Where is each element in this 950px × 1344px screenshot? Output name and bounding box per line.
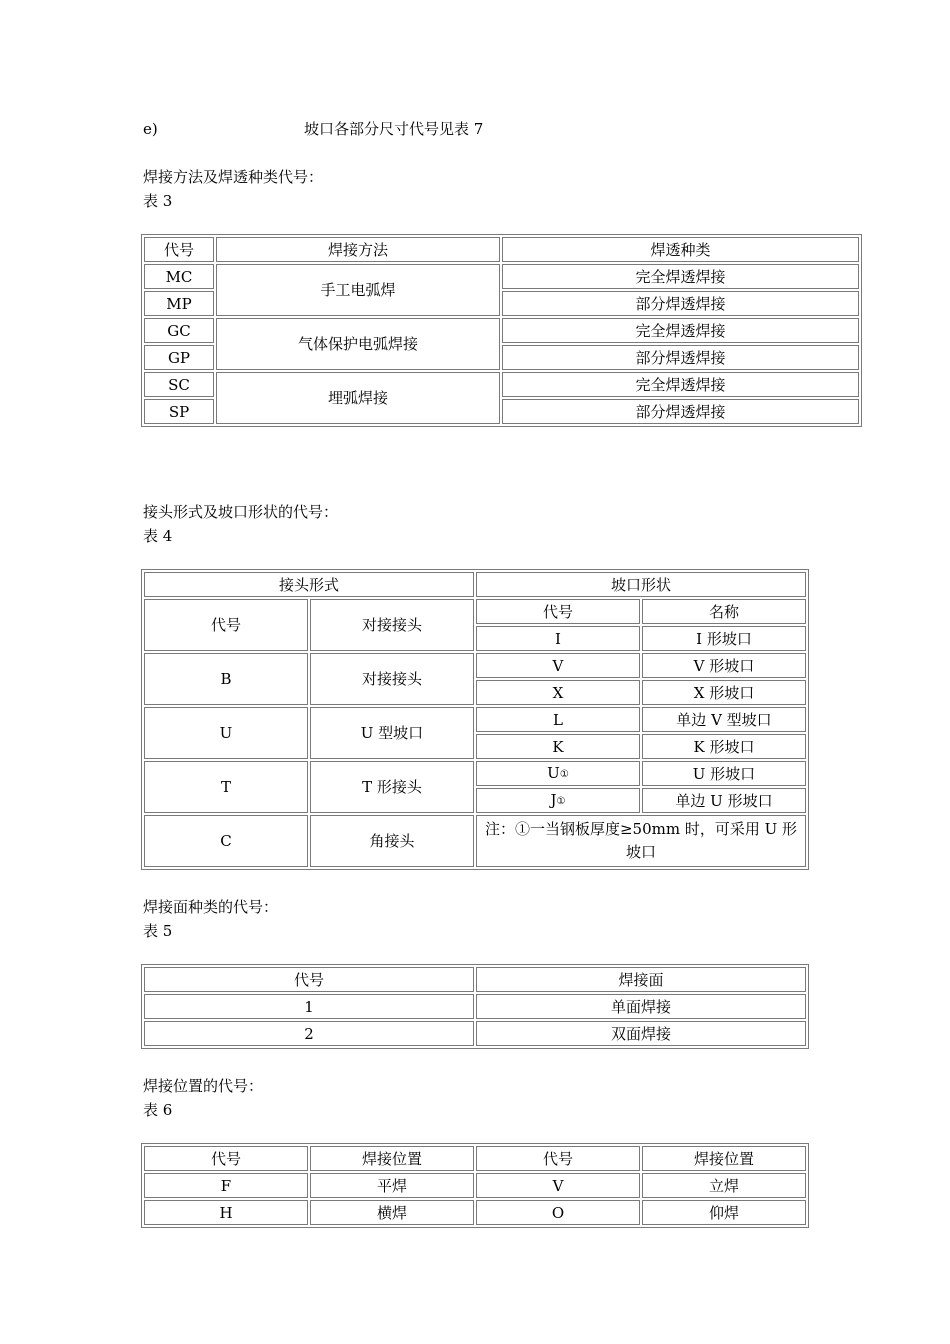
weld-face-cell: 单面焊接 xyxy=(476,994,806,1019)
code-cell: H xyxy=(144,1200,308,1225)
code-cell: O xyxy=(476,1200,640,1225)
position-cell: 立焊 xyxy=(642,1173,806,1198)
table-row xyxy=(144,994,806,1019)
groove-code-cell: I xyxy=(476,626,640,651)
table-header-row xyxy=(144,967,806,992)
header-method: 焊接方法 xyxy=(216,237,500,262)
method-cell: 手工电弧焊 xyxy=(216,264,500,316)
table-header-row xyxy=(144,1146,806,1171)
penetration-cell: 完全焊透焊接 xyxy=(502,372,859,397)
table-row xyxy=(144,1021,806,1046)
code-cell: MC xyxy=(144,264,214,289)
weld-position-table xyxy=(141,1143,809,1228)
code-cell: 1 xyxy=(144,994,474,1019)
groove-name-cell: I 形坡口 xyxy=(642,626,806,651)
position-cell: 仰焊 xyxy=(642,1200,806,1225)
section4-table-label: 表 4 xyxy=(143,527,173,545)
groove-code-cell xyxy=(476,788,640,813)
section5-table-label: 表 5 xyxy=(143,922,173,940)
welding-method-table xyxy=(141,234,862,427)
table-row xyxy=(144,318,859,343)
code-cell: SC xyxy=(144,372,214,397)
section3-heading: 焊接方法及焊透种类代号： xyxy=(143,168,324,186)
table-row xyxy=(144,372,859,397)
joint-name-cell: T 形接头 xyxy=(310,761,474,813)
footnote-mark: ① xyxy=(556,795,566,807)
header-code: 代号 xyxy=(476,1146,640,1171)
position-cell: 平焊 xyxy=(310,1173,474,1198)
joint-code-cell: C xyxy=(144,815,308,867)
joint-code-cell: B xyxy=(144,653,308,705)
joint-code-cell: T xyxy=(144,761,308,813)
groove-name-cell: 单边 V 型坡口 xyxy=(642,707,806,732)
header-position: 焊接位置 xyxy=(310,1146,474,1171)
joint-name-cell: U 型坡口 xyxy=(310,707,474,759)
penetration-cell: 部分焊透焊接 xyxy=(502,399,859,424)
code-cell: GP xyxy=(144,345,214,370)
weld-face-cell: 双面焊接 xyxy=(476,1021,806,1046)
intro-text: 坡口各部分尺寸代号见表 7 xyxy=(304,120,484,138)
groove-code-cell: V xyxy=(476,653,640,678)
table-row xyxy=(144,761,806,786)
footnote-mark: ① xyxy=(559,768,569,780)
penetration-cell: 完全焊透焊接 xyxy=(502,264,859,289)
groove-name-cell: U 形坡口 xyxy=(642,761,806,786)
groove-name-cell: K 形坡口 xyxy=(642,734,806,759)
code-cell: F xyxy=(144,1173,308,1198)
code-cell: 2 xyxy=(144,1021,474,1046)
joint-code-header: 代号 xyxy=(144,599,308,651)
joint-name-cell: 对接接头 xyxy=(310,653,474,705)
header-position: 焊接位置 xyxy=(642,1146,806,1171)
table-row xyxy=(144,264,859,289)
groove-name-cell: 单边 U 形坡口 xyxy=(642,788,806,813)
section3-table-label: 表 3 xyxy=(143,192,173,210)
groove-code: U xyxy=(547,763,560,782)
section4-heading: 接头形式及坡口形状的代号： xyxy=(143,503,339,521)
penetration-cell: 部分焊透焊接 xyxy=(502,345,859,370)
joint-name-cell: 角接头 xyxy=(310,815,474,867)
header-code: 代号 xyxy=(144,967,474,992)
penetration-cell: 部分焊透焊接 xyxy=(502,291,859,316)
groove-name-cell: X 形坡口 xyxy=(642,680,806,705)
groove-code-header: 代号 xyxy=(476,599,640,624)
method-cell: 气体保护电弧焊接 xyxy=(216,318,500,370)
groove-code-cell: L xyxy=(476,707,640,732)
list-marker: e) xyxy=(143,120,158,138)
groove-name-header: 名称 xyxy=(642,599,806,624)
table-row xyxy=(144,1173,806,1198)
groove-code-cell: X xyxy=(476,680,640,705)
groove-code-cell xyxy=(476,761,640,786)
table-row xyxy=(144,653,806,678)
section6-heading: 焊接位置的代号： xyxy=(143,1077,264,1095)
header-joint-form: 接头形式 xyxy=(144,572,474,597)
code-cell: SP xyxy=(144,399,214,424)
table-header-row xyxy=(144,572,806,597)
penetration-cell: 完全焊透焊接 xyxy=(502,318,859,343)
header-code: 代号 xyxy=(144,237,214,262)
position-cell: 横焊 xyxy=(310,1200,474,1225)
header-code: 代号 xyxy=(144,1146,308,1171)
header-penetration: 焊透种类 xyxy=(502,237,859,262)
code-cell: GC xyxy=(144,318,214,343)
groove-code: J xyxy=(550,790,557,809)
section5-heading: 焊接面种类的代号： xyxy=(143,898,279,916)
joint-name-cell: 对接接头 xyxy=(310,599,474,651)
table-row xyxy=(144,707,806,732)
code-cell: V xyxy=(476,1173,640,1198)
weld-face-table xyxy=(141,964,809,1049)
table-row xyxy=(144,1200,806,1225)
table-header-row xyxy=(144,237,859,262)
groove-name-cell: V 形坡口 xyxy=(642,653,806,678)
header-weld-face: 焊接面 xyxy=(476,967,806,992)
footnote-cell: 注：①一当钢板厚度≥50mm 时，可采用 U 形坡口 xyxy=(476,815,806,867)
groove-code-cell: K xyxy=(476,734,640,759)
joint-groove-table xyxy=(141,569,809,870)
joint-code-cell: U xyxy=(144,707,308,759)
table-row xyxy=(144,815,806,867)
section6-table-label: 表 6 xyxy=(143,1101,173,1119)
table-row xyxy=(144,599,806,624)
header-groove-shape: 坡口形状 xyxy=(476,572,806,597)
code-cell: MP xyxy=(144,291,214,316)
method-cell: 埋弧焊接 xyxy=(216,372,500,424)
